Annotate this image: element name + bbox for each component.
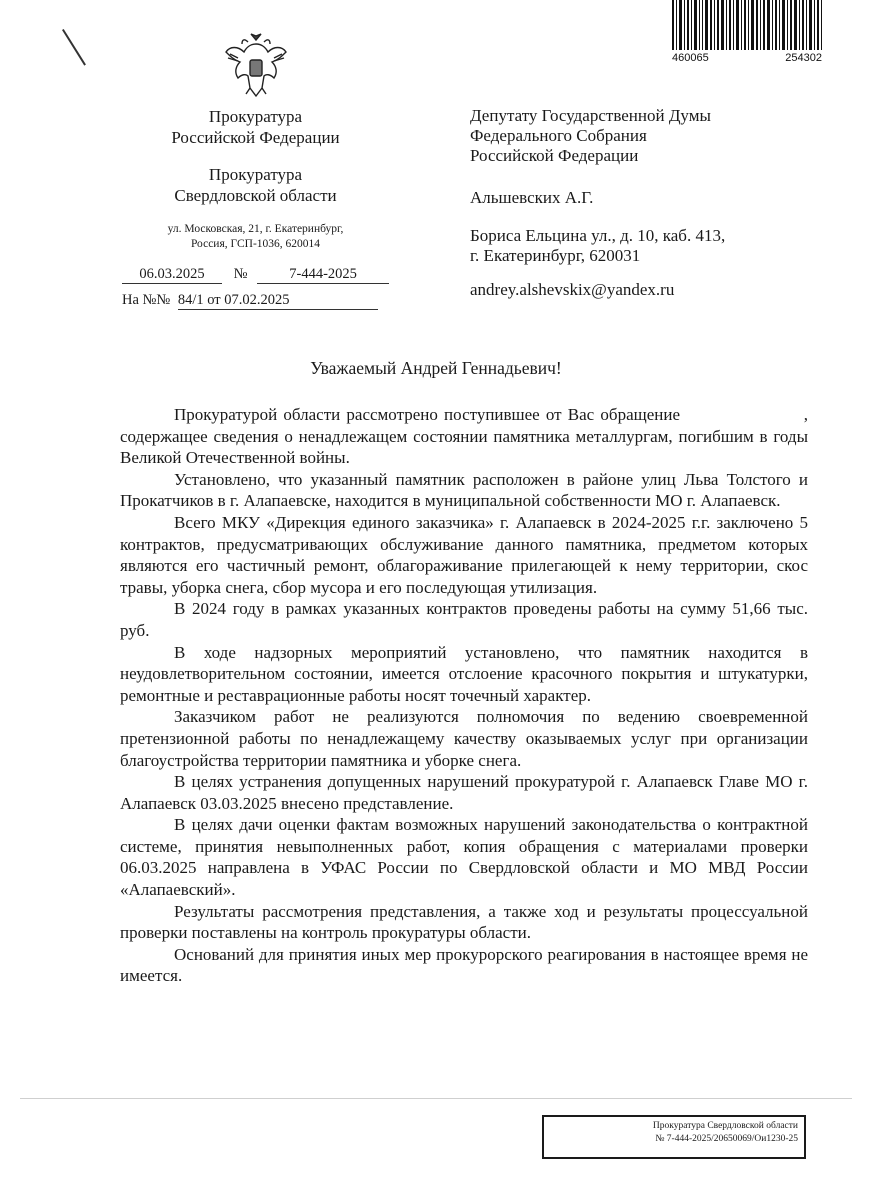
reference-line <box>122 292 378 310</box>
registration-stamp <box>542 1115 806 1159</box>
recipient-block <box>470 106 810 300</box>
paragraph-1: Прокуратурой области рассмотрено поступившее от Вас обращение , содержащее сведения о ненадлежащем состоянии памятника металлургам, погибшим в годы Великой Отечественной войны. <box>120 405 813 468</box>
reference-value: 84/1 от 07.02.2025 <box>178 292 378 310</box>
sender-address-line-1: ул. Московская, 21, г. Екатеринбург, <box>167 223 344 235</box>
paragraph-10: Оснований для принятия иных мер прокурорского реагирования в настоящее время не имеется. <box>120 944 808 986</box>
sender-line-1: Прокуратура <box>208 107 303 126</box>
sender-line-3: Прокуратура <box>208 165 303 184</box>
paragraph-8: В целях дачи оценки фактам возможных нарушений законодательства о контрактной системе, принятия невыполненных работ, копия обращения с материалами проверки 06.03.2025 направлена в УФАС России по Свердловской области и МО МВД России «Алапаевский». <box>120 815 808 900</box>
recipient-line-2: Федерального Собрания <box>470 126 647 145</box>
registration-line <box>122 266 389 284</box>
recipient-email: andrey.alshevskix@yandex.ru <box>470 280 675 299</box>
sender-line-4: Свердловской области <box>174 186 337 205</box>
paragraph-3: Всего МКУ «Дирекция единого заказчика» г. Алапаевск в 2024-2025 г.г. заключено 5 контрактов, предусматривающих обслуживание данного памятника, предметом которых являются его частичный ремонт, облагораживание прилегающей к нему территории, скос травы, уборка снега, сбор мусора и его последующая утилизация. <box>120 512 808 597</box>
sender-address <box>118 222 393 252</box>
footer-divider <box>20 1098 852 1099</box>
paragraph-7: В целях устранения допущенных нарушений прокуратурой г. Алапаевск Главе МО г. Алапаевск 03.03.2025 внесено представление. <box>120 772 808 813</box>
registration-date: 06.03.2025 <box>122 266 222 284</box>
paragraph-2: Установлено, что указанный памятник расположен в районе улиц Льва Толстого и Прокатчиков в г. Алапаевске, находится в муниципальной собственности МО г. Алапаевск. <box>120 469 808 511</box>
stamp-line-2: № 7-444-2025/20650069/Ои1230-25 <box>655 1134 798 1144</box>
sender-address-line-2: Россия, ГСП-1036, 620014 <box>190 238 321 250</box>
number-symbol: № <box>233 266 248 282</box>
reference-label: На №№ <box>122 292 171 308</box>
coat-of-arms-icon <box>220 30 292 102</box>
paragraph-5: В ходе надзорных мероприятий установлено, что памятник находится в неудовлетворительном состоянии, имеется отслоение красочного покрытия и штукатурки, ремонтные и реставрационные работы носят точечный характер. <box>120 642 808 705</box>
paragraph-9: Результаты рассмотрения представления, а также ход и результаты процессуальной проверки поставлены на контроль прокуратуры области. <box>120 901 808 943</box>
registration-number: 7-444-2025 <box>257 266 389 284</box>
recipient-line-3: Российской Федерации <box>470 146 639 165</box>
barcode-number <box>672 52 822 64</box>
sender-block <box>118 106 393 252</box>
recipient-name: Альшевских А.Г. <box>470 188 594 207</box>
paragraph-6: Заказчиком работ не реализуются полномочия по ведению своевременной претензионной работы по ненадлежащему качеству оказываемых услуг при организации благоустройства территории памятника и уборке снега. <box>120 707 808 770</box>
recipient-line-1: Депутату Государственной Думы <box>470 106 711 125</box>
stamp-line-1: Прокуратура Свердловской области <box>652 1121 798 1131</box>
barcode-left-digits: 460065 <box>672 52 709 64</box>
recipient-address-1: Бориса Ельцина ул., д. 10, каб. 413, <box>470 226 726 245</box>
greeting: Уважаемый Андрей Геннадьевич! <box>310 358 562 378</box>
recipient-address-2: г. Екатеринбург, 620031 <box>470 246 641 265</box>
scan-mark <box>62 29 86 66</box>
barcode-right-digits: 254302 <box>785 52 822 64</box>
sender-line-2: Российской Федерации <box>171 128 340 147</box>
paragraph-4: В 2024 году в рамках указанных контрактов проведены работы на сумму 51,66 тыс. руб. <box>120 599 808 640</box>
barcode-icon <box>672 0 822 50</box>
letter-body <box>120 404 813 987</box>
